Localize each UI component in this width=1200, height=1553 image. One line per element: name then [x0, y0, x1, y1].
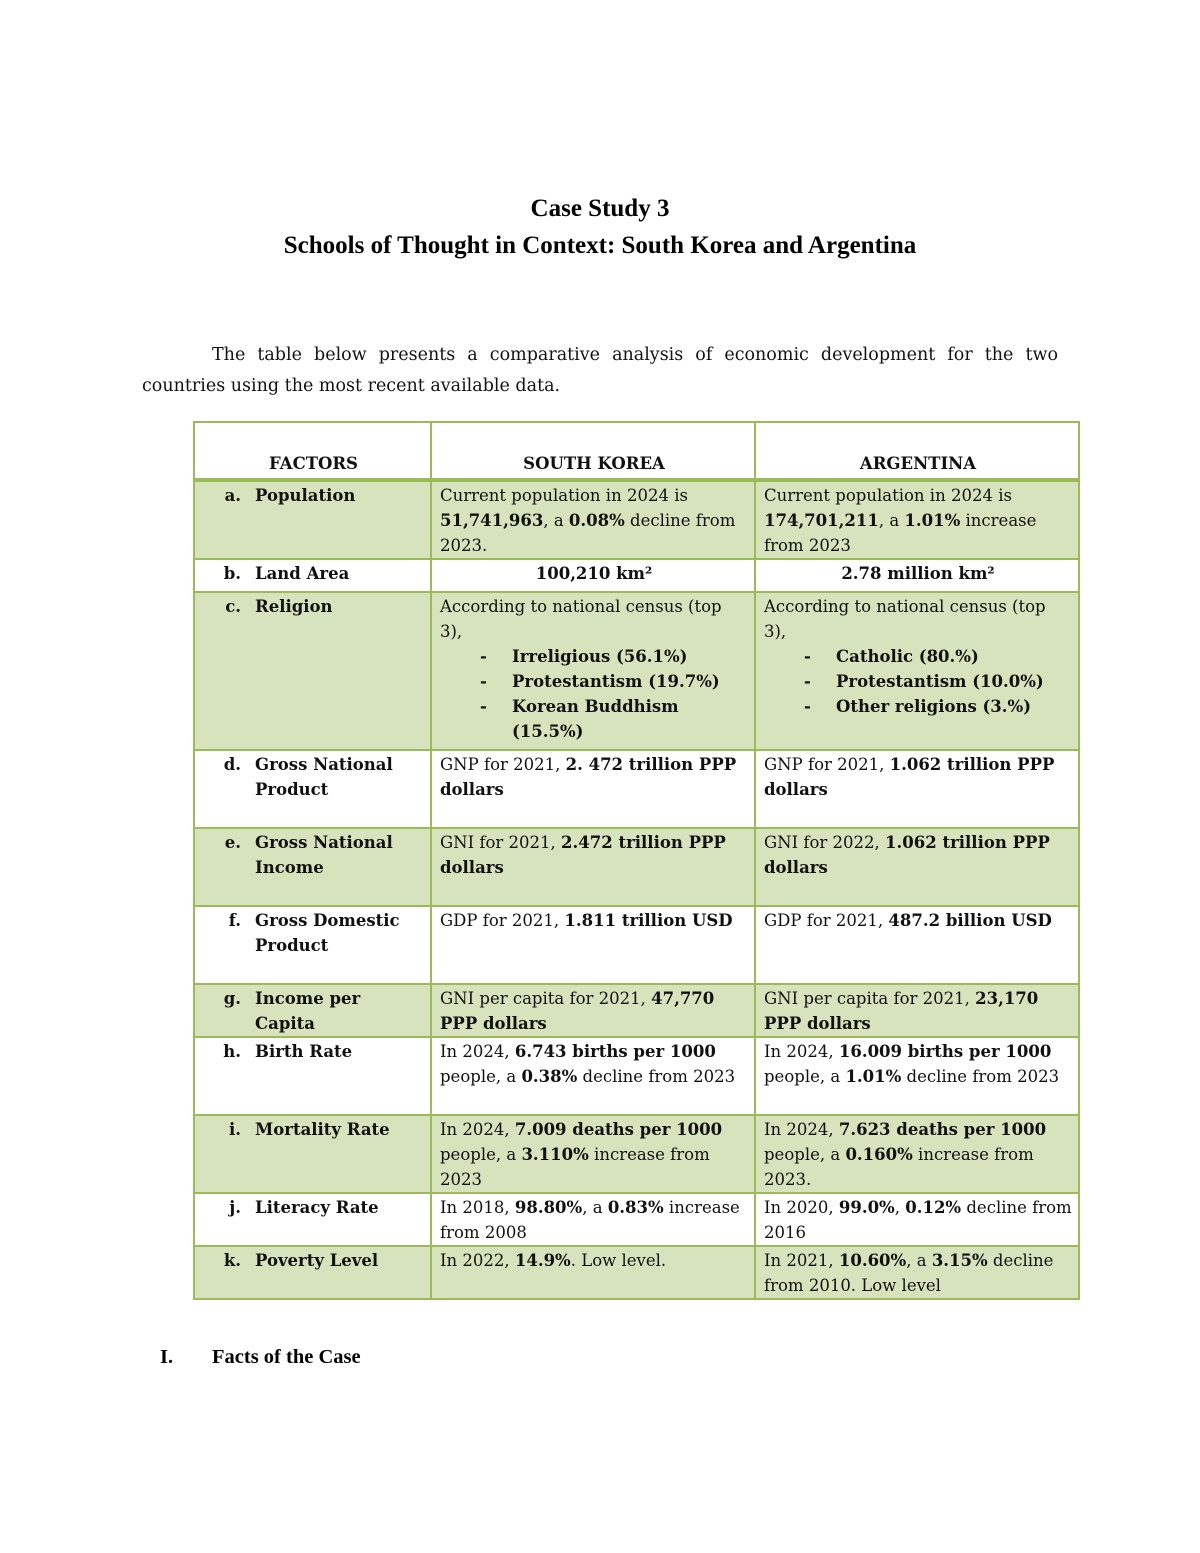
- list-item: - Protestantism (19.7%): [480, 672, 720, 691]
- korea-cell: GNI per capita for 2021, 47,770 PPP dollars: [431, 984, 755, 1037]
- argentina-cell: In 2024, 16.009 births per 1000 people, a 1.01% decline from 2023: [755, 1037, 1079, 1115]
- religion-list: [764, 644, 1072, 719]
- section-title: Facts of the Case: [212, 1346, 361, 1368]
- section-number: I.: [160, 1346, 174, 1368]
- korea-cell: In 2024, 7.009 deaths per 1000 people, a 3.110% increase from 2023: [431, 1115, 755, 1193]
- argentina-cell: In 2021, 10.60%, a 3.15% decline from 2010. Low level: [755, 1246, 1079, 1299]
- row-letter: b.: [223, 564, 241, 583]
- row-factor: Religion: [255, 597, 333, 616]
- row-factor: Income per Capita: [255, 989, 361, 1033]
- list-item: - Protestantism (10.0%): [804, 672, 1044, 691]
- row-factor: Gross National Product: [255, 755, 393, 799]
- argentina-cell: GNP for 2021, 1.062 trillion PPP dollars: [755, 750, 1079, 828]
- argentina-cell: GDP for 2021, 487.2 billion USD: [755, 906, 1079, 984]
- row-letter: h.: [223, 1042, 241, 1061]
- korea-cell: Current population in 2024 is 51,741,963, a 0.08% decline from 2023.: [431, 480, 755, 559]
- header-factors: FACTORS: [194, 422, 431, 480]
- page-title: Case Study 3: [530, 195, 670, 222]
- section-heading: [160, 1346, 361, 1369]
- list-item: - Catholic (80.%): [804, 647, 979, 666]
- row-letter: a.: [224, 486, 241, 505]
- row-factor: Literacy Rate: [255, 1198, 379, 1217]
- row-factor: Mortality Rate: [255, 1120, 390, 1139]
- table-row: [194, 1037, 1079, 1115]
- korea-cell: In 2018, 98.80%, a 0.83% increase from 2008: [431, 1193, 755, 1246]
- list-item: - Korean Buddhism (15.5%): [480, 697, 679, 741]
- argentina-cell: Current population in 2024 is 174,701,211, a 1.01% increase from 2023: [755, 480, 1079, 559]
- row-letter: f.: [228, 911, 241, 930]
- religion-list: [440, 644, 748, 744]
- comparison-table: [193, 421, 1080, 1300]
- korea-cell: GDP for 2021, 1.811 trillion USD: [431, 906, 755, 984]
- row-letter: c.: [225, 597, 241, 616]
- korea-cell: In 2024, 6.743 births per 1000 people, a 0.38% decline from 2023: [431, 1037, 755, 1115]
- table-header-row: [194, 422, 1079, 480]
- korea-cell: GNI for 2021, 2.472 trillion PPP dollars: [431, 828, 755, 906]
- table-row: [194, 828, 1079, 906]
- argentina-cell: In 2024, 7.623 deaths per 1000 people, a 0.160% increase from 2023.: [755, 1115, 1079, 1193]
- row-letter: k.: [223, 1251, 241, 1270]
- korea-cell: GNP for 2021, 2. 472 trillion PPP dollars: [431, 750, 755, 828]
- korea-cell: 100,210 km²: [431, 559, 755, 592]
- korea-cell: [431, 592, 755, 750]
- row-factor: Gross National Income: [255, 833, 393, 877]
- argentina-cell: [755, 592, 1079, 750]
- list-item: - Other religions (3.%): [804, 697, 1032, 716]
- argentina-cell: 2.78 million km²: [755, 559, 1079, 592]
- row-letter: d.: [223, 755, 241, 774]
- table-row: [194, 984, 1079, 1037]
- table-row: [194, 1193, 1079, 1246]
- header-south-korea: SOUTH KOREA: [431, 422, 755, 480]
- row-letter: g.: [223, 989, 241, 1008]
- row-factor: Birth Rate: [255, 1042, 353, 1061]
- row-factor: Population: [255, 486, 356, 505]
- row-factor: Poverty Level: [255, 1251, 379, 1270]
- argentina-cell: In 2020, 99.0%, 0.12% decline from 2016: [755, 1193, 1079, 1246]
- religion-intro: According to national census (top 3),: [764, 597, 1046, 641]
- table-row: [194, 592, 1079, 750]
- table-row: [194, 1246, 1079, 1299]
- header-argentina: ARGENTINA: [755, 422, 1079, 480]
- table-row: [194, 480, 1079, 559]
- table-row: [194, 750, 1079, 828]
- argentina-cell: GNI for 2022, 1.062 trillion PPP dollars: [755, 828, 1079, 906]
- religion-intro: According to national census (top 3),: [440, 597, 722, 641]
- row-letter: e.: [224, 833, 241, 852]
- page-subtitle: Schools of Thought in Context: South Korea and Argentina: [283, 232, 917, 259]
- argentina-cell: GNI per capita for 2021, 23,170 PPP dollars: [755, 984, 1079, 1037]
- korea-cell: In 2022, 14.9%. Low level.: [431, 1246, 755, 1299]
- row-factor: Gross Domestic Product: [255, 911, 400, 955]
- list-item: - Irreligious (56.1%): [480, 647, 688, 666]
- intro-paragraph: The table below presents a comparative analysis of economic development for the two countries using the most recent available data.: [142, 345, 1058, 396]
- row-letter: i.: [228, 1120, 241, 1139]
- row-factor: Land Area: [255, 564, 350, 583]
- row-letter: j.: [229, 1198, 241, 1217]
- table-row: [194, 906, 1079, 984]
- table-row: [194, 1115, 1079, 1193]
- table-row: [194, 559, 1079, 592]
